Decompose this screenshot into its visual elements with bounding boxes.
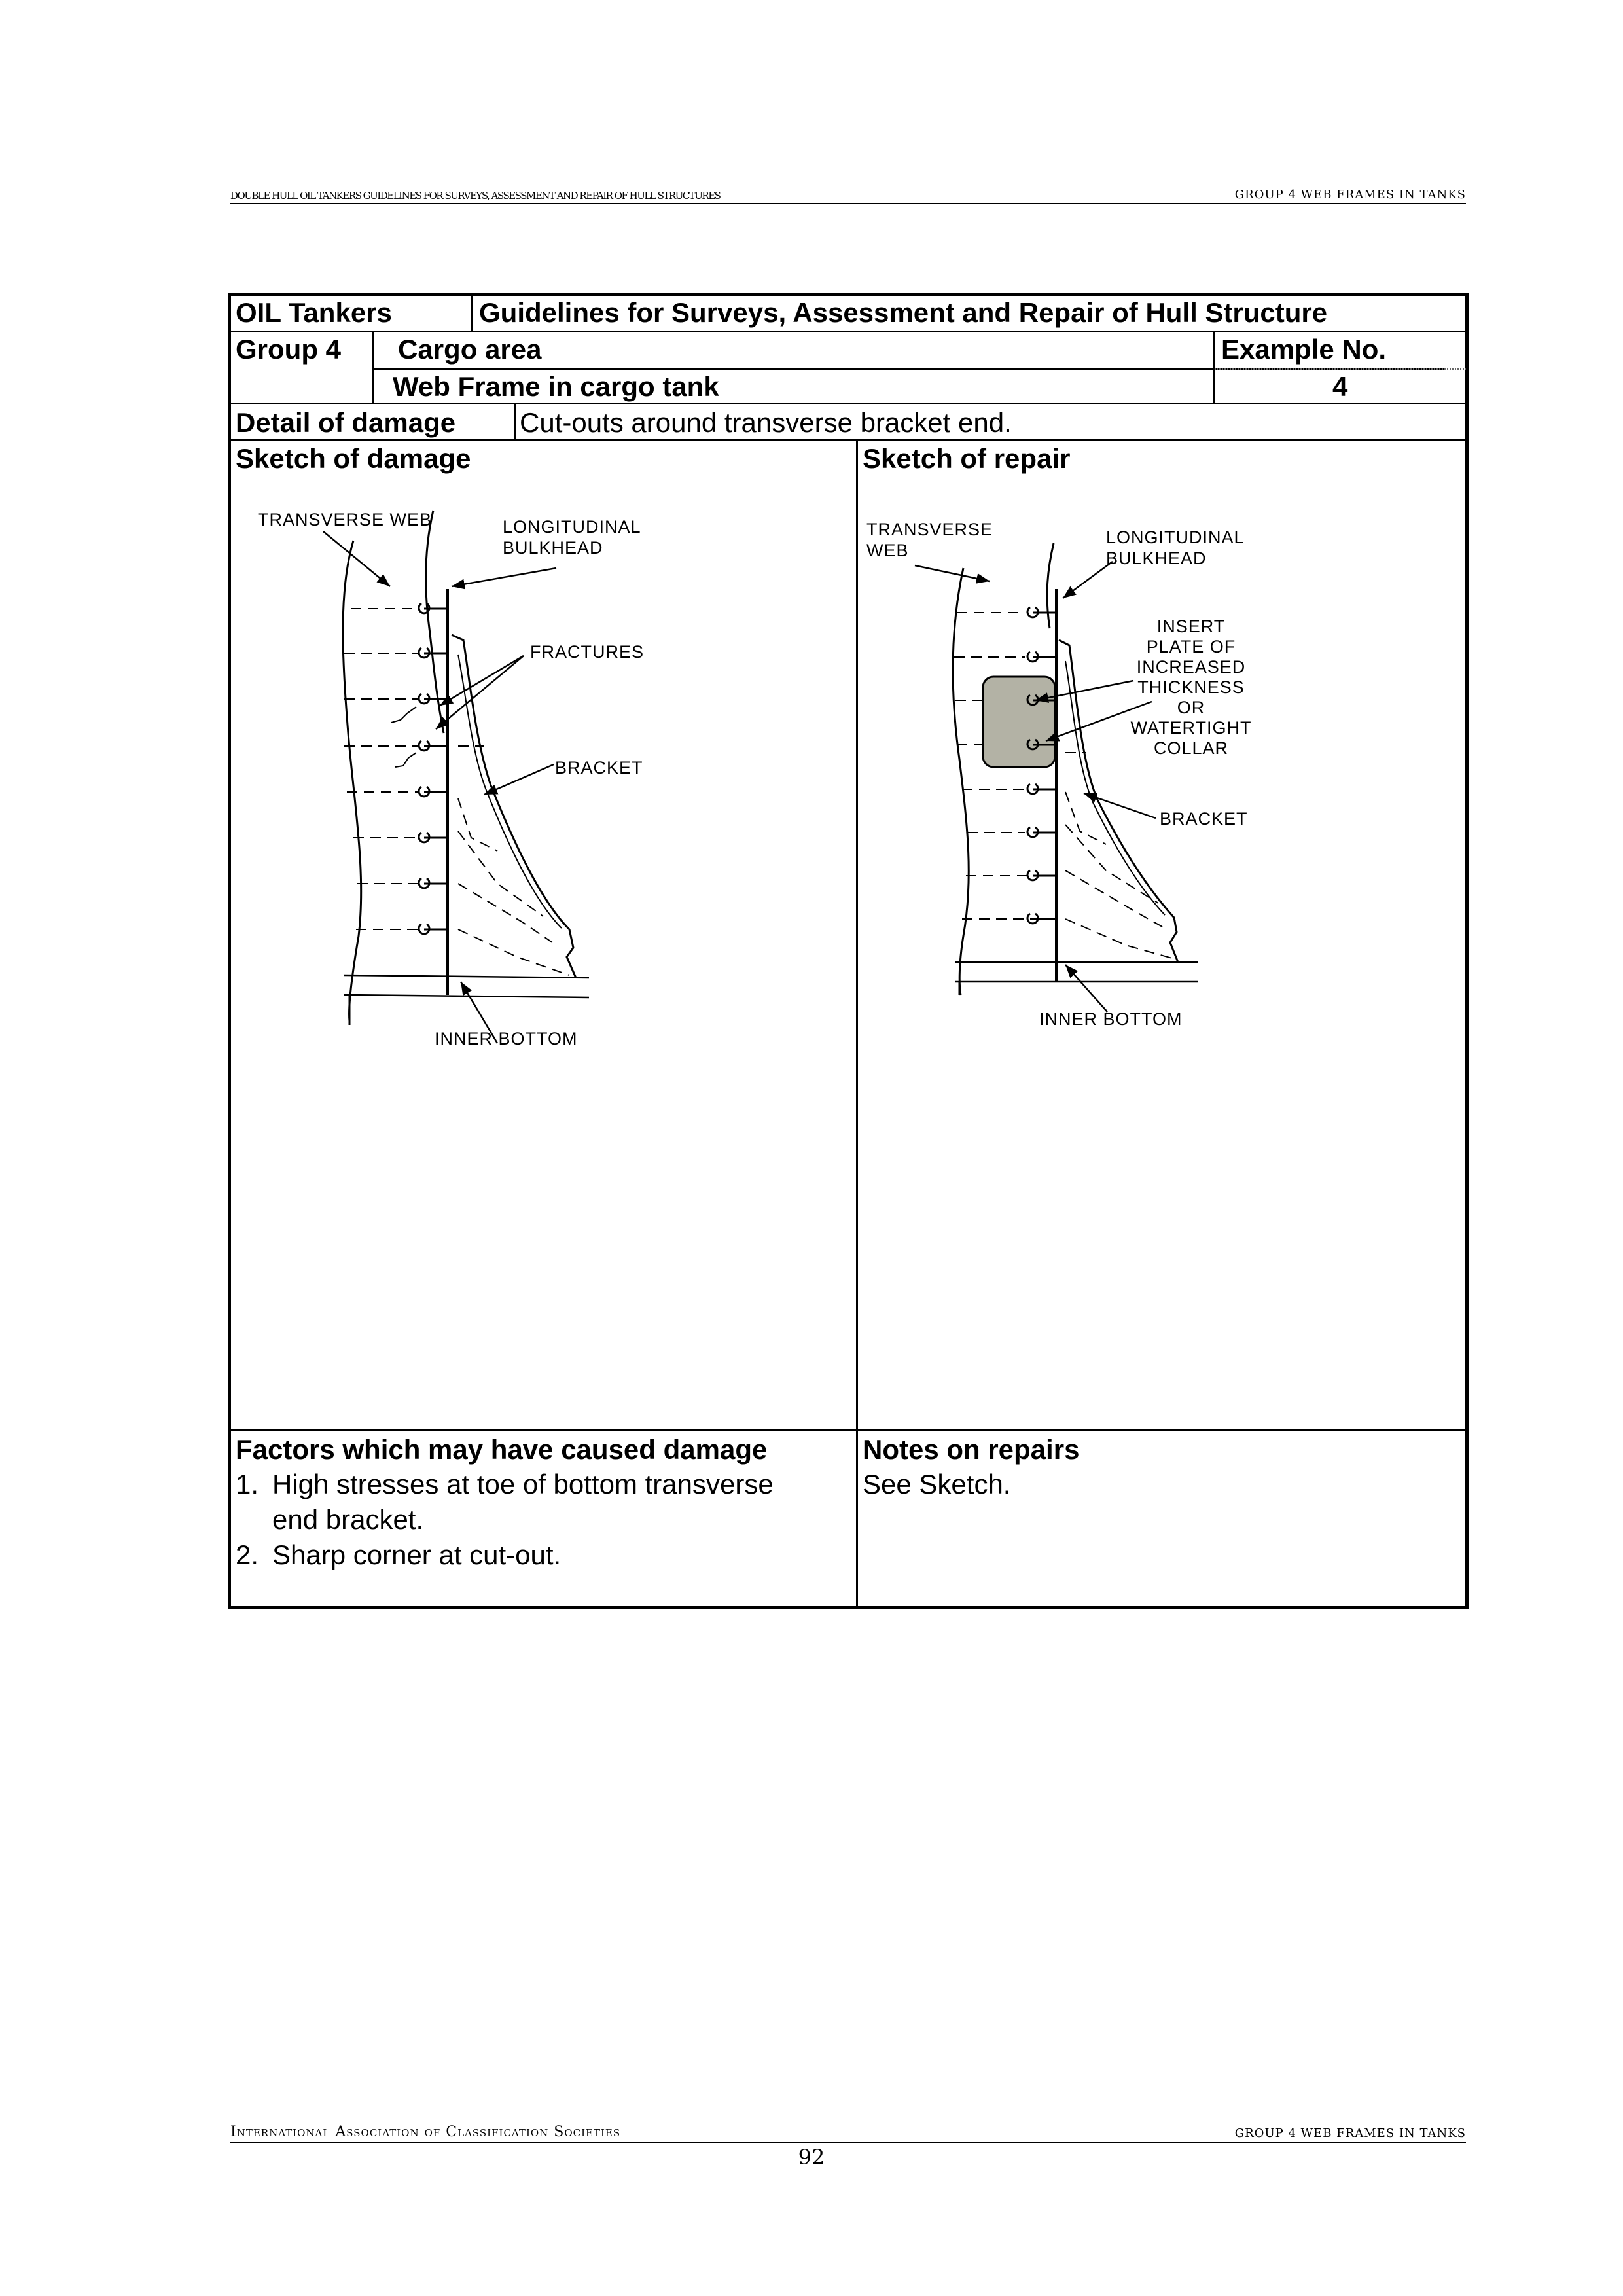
- factor-1-continuation: end bracket.: [272, 1504, 424, 1535]
- insert-line: WATERTIGHT: [1130, 718, 1252, 738]
- insert-line: INSERT: [1156, 617, 1226, 636]
- insert-line: THICKNESS: [1137, 677, 1245, 697]
- sketch-of-repair-label: Sketch of repair: [863, 443, 1071, 474]
- insert-line: INCREASED: [1136, 657, 1246, 677]
- repair-transverse-web-outline: [953, 543, 1198, 995]
- repair-label-bracket: BRACKET: [1160, 809, 1248, 829]
- document-title: Guidelines for Surveys, Assessment and Repair of Hull Structure: [479, 297, 1328, 328]
- repair-label-transverse: TRANSVERSE: [866, 520, 993, 539]
- repair-label-inner-bottom: INNER BOTTOM: [1039, 1009, 1183, 1029]
- header-document-title: DOUBLE HULL OIL TANKERS GUIDELINES FOR SURVEYS, ASSESSMENT AND REPAIR OF HULL STRUCTURES: [230, 190, 721, 202]
- notes-text: See Sketch.: [863, 1469, 1011, 1499]
- page-number: 92: [798, 2145, 825, 2170]
- example-no-label: Example No.: [1221, 334, 1387, 365]
- example-number: 4: [1332, 371, 1348, 402]
- insert-line: PLATE OF: [1146, 637, 1236, 656]
- insert-line: COLLAR: [1153, 738, 1229, 758]
- header-section-title: GROUP 4 WEB FRAMES IN TANKS: [1234, 188, 1466, 202]
- factor-1-text: High stresses at toe of bottom transverse: [272, 1469, 774, 1499]
- group-label: Group 4: [236, 334, 342, 365]
- area-label: Cargo area: [398, 334, 542, 365]
- detail-of-damage-label: Detail of damage: [236, 407, 456, 438]
- factor-1-number: 1.: [236, 1469, 259, 1499]
- damage-label-transverse-web: TRANSVERSE WEB: [258, 510, 433, 529]
- damage-label-bulkhead: BULKHEAD: [503, 538, 603, 558]
- repair-label-insert-block: [1119, 617, 1263, 759]
- vessel-type: OIL Tankers: [236, 297, 392, 328]
- damage-label-longitudinal: LONGITUDINAL: [503, 517, 641, 537]
- repair-label-bulkhead: BULKHEAD: [1106, 548, 1207, 568]
- factors-label: Factors which may have caused damage: [236, 1434, 768, 1465]
- location-label: Web Frame in cargo tank: [393, 371, 719, 402]
- detail-of-damage-text: Cut-outs around transverse bracket end.: [520, 407, 1012, 438]
- sketch-of-damage-label: Sketch of damage: [236, 443, 471, 474]
- footer-section-title: GROUP 4 WEB FRAMES IN TANKS: [1234, 2126, 1466, 2140]
- damage-label-fractures: FRACTURES: [530, 642, 645, 662]
- damage-label-bracket: BRACKET: [555, 758, 643, 778]
- running-footer: [230, 2126, 1466, 2143]
- repair-label-web: WEB: [866, 541, 909, 560]
- factor-2-number: 2.: [236, 1539, 259, 1570]
- insert-plate: [983, 677, 1055, 767]
- insert-line: OR: [1177, 698, 1205, 717]
- repair-label-longitudinal: LONGITUDINAL: [1106, 528, 1245, 547]
- notes-label: Notes on repairs: [863, 1434, 1080, 1465]
- footer-organization: International Association of Classification Societies: [230, 2124, 621, 2140]
- factor-2-text: Sharp corner at cut-out.: [272, 1539, 562, 1570]
- damage-label-inner-bottom: INNER BOTTOM: [435, 1029, 578, 1049]
